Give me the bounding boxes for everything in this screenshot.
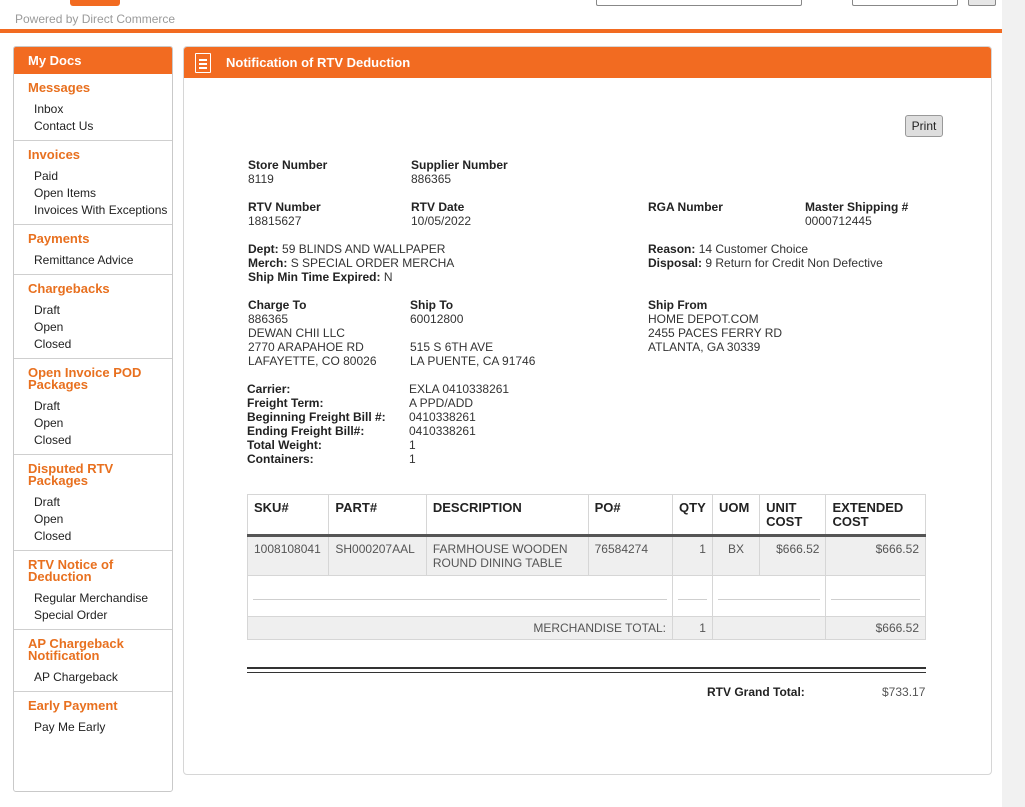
sidebar-section-title[interactable]: Early Payment [28, 698, 118, 713]
col-part: PART# [329, 495, 426, 536]
sidebar-item[interactable]: AP Chargeback [34, 670, 118, 684]
sidebar-item[interactable]: Paid [34, 169, 59, 183]
sidebar-item[interactable]: Inbox [34, 102, 64, 116]
sidebar-title: My Docs [14, 47, 172, 74]
merchandise-total-qty: 1 [673, 617, 713, 640]
supplier-number-field: Supplier Number 886365 [411, 158, 508, 186]
header-select[interactable] [596, 0, 802, 6]
sidebar-item[interactable]: Open [34, 320, 64, 334]
col-sku: SKU# [248, 495, 329, 536]
rtv-number-field: RTV Number 18815627 [248, 200, 321, 228]
sidebar-item[interactable]: Closed [34, 433, 72, 447]
sidebar-section-title[interactable]: AP Chargeback Notification [28, 636, 124, 663]
sidebar-item[interactable]: Special Order [34, 608, 108, 622]
cell-part: SH000207AAL [329, 536, 426, 576]
col-qty: QTY [673, 495, 713, 536]
sidebar-item[interactable]: Contact Us [34, 119, 94, 133]
sidebar-section [14, 275, 172, 359]
sidebar-item[interactable]: Open Items [34, 186, 97, 200]
empty-cell [712, 617, 826, 640]
merchandise-total-amount: $666.52 [826, 617, 926, 640]
spacer-cell [248, 576, 673, 617]
sidebar-item[interactable]: Closed [34, 529, 72, 543]
spacer-cell [826, 576, 926, 617]
freight-values: EXLA 0410338261 A PPD/ADD 0410338261 0410338261 1 1 [409, 382, 510, 466]
sidebar-item[interactable]: Draft [34, 495, 61, 509]
page-gutter [1002, 0, 1025, 807]
panel-header [184, 47, 991, 78]
sidebar-section [14, 74, 172, 141]
sidebar-item[interactable]: Draft [34, 399, 61, 413]
line-items-table [247, 494, 926, 640]
sidebar-item[interactable]: Remittance Advice [34, 253, 134, 267]
sidebar-item[interactable]: Open [34, 512, 64, 526]
merchandise-total-label: MERCHANDISE TOTAL: [248, 617, 673, 640]
col-uom: UOM [712, 495, 759, 536]
sidebar-section [14, 455, 172, 551]
freight-labels: Carrier: Freight Term: Beginning Freight Bill #: Ending Freight Bill#: Total Weight: Containers: [247, 382, 386, 466]
col-extended-cost: EXTENDED COST [826, 495, 926, 536]
sidebar-item[interactable]: Invoices With Exceptions [34, 203, 168, 217]
sidebar-section-title[interactable]: Invoices [28, 147, 81, 162]
col-po: PO# [588, 495, 672, 536]
table-row [248, 536, 926, 576]
table-spacer-row [248, 576, 926, 617]
cell-qty: 1 [673, 536, 713, 576]
cell-description: FARMHOUSE WOODEN ROUND DINING TABLE [426, 536, 588, 576]
sidebar-item[interactable]: Draft [34, 303, 61, 317]
sidebar-section-title[interactable]: Payments [28, 231, 90, 246]
table-header-row [248, 495, 926, 536]
logo [70, 0, 120, 6]
master-shipping-field: Master Shipping # 0000712445 [805, 200, 909, 228]
spacer-cell [712, 576, 826, 617]
header-button[interactable] [968, 0, 996, 6]
cell-extended-cost: $666.52 [826, 536, 926, 576]
dept-info: Dept: 59 BLINDS AND WALLPAPER Merch: S SPECIAL ORDER MERCHA Ship Min Time Expired: N [248, 242, 455, 284]
cell-sku: 1008108041 [248, 536, 329, 576]
sidebar-item[interactable]: Pay Me Early [34, 720, 106, 734]
sidebar-section [14, 692, 172, 741]
grand-total-label: RTV Grand Total: [707, 685, 805, 699]
rga-number-field: RGA Number [648, 200, 723, 214]
sidebar-section-title[interactable]: Disputed RTV Packages [28, 461, 114, 488]
spacer-cell [673, 576, 713, 617]
store-number-field: Store Number 8119 [248, 158, 328, 186]
header-divider [0, 29, 1002, 33]
sidebar-section-title[interactable]: RTV Notice of Deduction [28, 557, 114, 584]
sidebar-section [14, 141, 172, 225]
ship-to-address: Ship To 60012800 515 S 6TH AVE LA PUENTE, CA 91746 [410, 298, 536, 368]
print-button[interactable]: Print [905, 115, 943, 137]
sidebar-section-title[interactable]: Chargebacks [28, 281, 110, 296]
sidebar-section [14, 359, 172, 455]
merchandise-total-row [248, 617, 926, 640]
sidebar-section [14, 630, 172, 692]
powered-by-text: Powered by Direct Commerce [15, 12, 176, 26]
sidebar-item[interactable]: Open [34, 416, 64, 430]
col-unit-cost: UNIT COST [760, 495, 826, 536]
ship-from-address: Ship From HOME DEPOT.COM 2455 PACES FERRY RD ATLANTA, GA 30339 [648, 298, 783, 354]
panel-title: Notification of RTV Deduction [226, 55, 411, 70]
grand-total-value: $733.17 [882, 685, 926, 699]
sidebar [13, 46, 173, 792]
sidebar-section [14, 551, 172, 630]
header-input[interactable] [852, 0, 958, 6]
document-icon [195, 53, 211, 73]
sidebar-section-title[interactable]: Messages [28, 80, 91, 95]
cell-po: 76584274 [588, 536, 672, 576]
sidebar-item[interactable]: Regular Merchandise [34, 591, 149, 605]
sidebar-item[interactable]: Closed [34, 337, 72, 351]
cell-unit-cost: $666.52 [760, 536, 826, 576]
charge-to-address: Charge To 886365 DEWAN CHII LLC 2770 ARAPAHOE RD LAFAYETTE, CO 80026 [248, 298, 377, 368]
sidebar-section [14, 225, 172, 275]
cell-uom: BX [712, 536, 759, 576]
reason-info: Reason: 14 Customer Choice Disposal: 9 Return for Credit Non Defective [648, 242, 883, 270]
double-rule [247, 667, 926, 673]
sidebar-section-title[interactable]: Open Invoice POD Packages [28, 365, 142, 392]
rtv-date-field: RTV Date 10/05/2022 [411, 200, 472, 228]
col-description: DESCRIPTION [426, 495, 588, 536]
